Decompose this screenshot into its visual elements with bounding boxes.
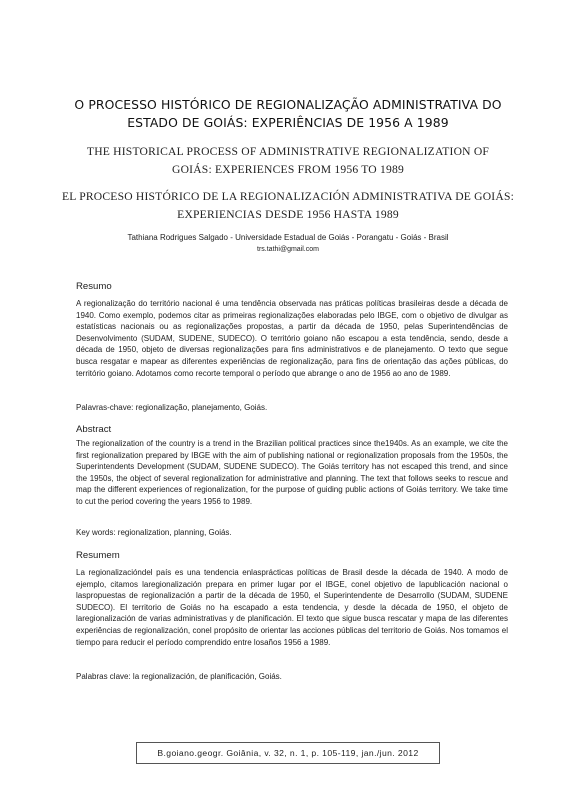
author-affiliation: Tathiana Rodrigues Salgado - Universidade Estadual de Goiás - Porangatu - Goiás - Brasil — [127, 233, 449, 242]
resumen-text: La regionalizacióndel país es una tendencia enlasprácticas políticas de Brasil desde la década de 1940. A modo de ejemplo, citamos laregionalización prepara en primer lugar por el IBGE, conel objetivo de lapublicación nacional o laspropuestas de regionalización a partir de la década de 1950, el Superintendente de Desarrollo (SUDAM, SUDENE SUDECO). El territorio de Goiás no ha escapado a esta tendencia, y desde la década de 1950, el objeto de laregionalización de varias administrativas y de planificación. El texto que sigue busca rescatar y mapa de las diferentes experiências de regionalización, conel propósito de orientar las acciones públicas del territorio de Goiás. Nos tomamos el tiempo para reducir el período comprendido entre losaños 1956 a 1989. — [76, 568, 508, 647]
title-spanish: EL PROCESO HISTÓRICO DE LA REGIONALIZACIÓN ADMINISTRATIVA DE GOIÁS: EXPERIENCIAS DESDE 1956 HASTA 1989 — [61, 190, 515, 221]
title-english: THE HISTORICAL PROCESS OF ADMINISTRATIVE REGIONALIZATION OF GOIÁS: EXPERIENCES FROM 1956 TO 1989 — [86, 145, 490, 176]
resumo-text: A regionalização do território nacional é uma tendência observada nas práticas políticas brasileiras desde a década de 1940. Como exemplo, podemos citar as primeiras regionalizações elaboradas pelo IBGE, com o objetivo de divulgar as estatísticas nacionais ou as regionalizações propostas, a partir da década de 1950, pelas Superintendências de Desenvolvimento (SUDAM, SUDENE, SUDECO). O território goiano não escapou a esta tendência, sendo, desde a década de 1950, objeto de diversas regionalizações para fins administrativos e de planejamento. O texto que segue busca resgatar e mapear as diferentes experiências de regionalização, para fins de orientação das ações públicas, do território goiano. Adotamos como recorte temporal o período que abrange o ano de 1956 ao ano de 1989. — [76, 299, 508, 378]
title-portuguese: O PROCESSO HISTÓRICO DE REGIONALIZAÇÃO ADMINISTRATIVA DO ESTADO DE GOIÁS: EXPERIÊNCIAS DE 1956 A 1989 — [74, 97, 502, 130]
author-email: trs.tathi@gmail.com — [257, 246, 319, 253]
resumen-keywords: Palabras clave: la regionalización, de planificación, Goiás. — [76, 672, 282, 681]
abstract-heading: Abstract — [76, 424, 112, 435]
journal-citation-footer: B.goiano.geogr. Goiânia, v. 32, n. 1, p. 105-119, jan./jun. 2012 — [136, 742, 440, 764]
abstract-keywords: Key words: regionalization, planning, Goiás. — [76, 528, 232, 537]
resumen-heading: Resumem — [76, 550, 120, 561]
resumo-heading: Resumo — [76, 281, 112, 292]
resumo-keywords: Palavras-chave: regionalização, planejamento, Goiás. — [76, 403, 268, 412]
abstract-text: The regionalization of the country is a trend in the Brazilian political practices since the1940s. As an example, we cite the first regionalization prepared by IBGE with the aim of publishing national or regionalization proposals from the 1950s, the Superintendents Development (SUDAM, SUDENE SUDECO). The Goiás territory has not escaped this trend, and since the 1950s, the object of several regionalization for administrative and planning. The text that follows seeks to rescue and map the different experiences of regionalization, for the purpose of guiding public actions of Goiás territory. We take time to cut the period covering the years 1956 to 1989. — [76, 439, 508, 506]
